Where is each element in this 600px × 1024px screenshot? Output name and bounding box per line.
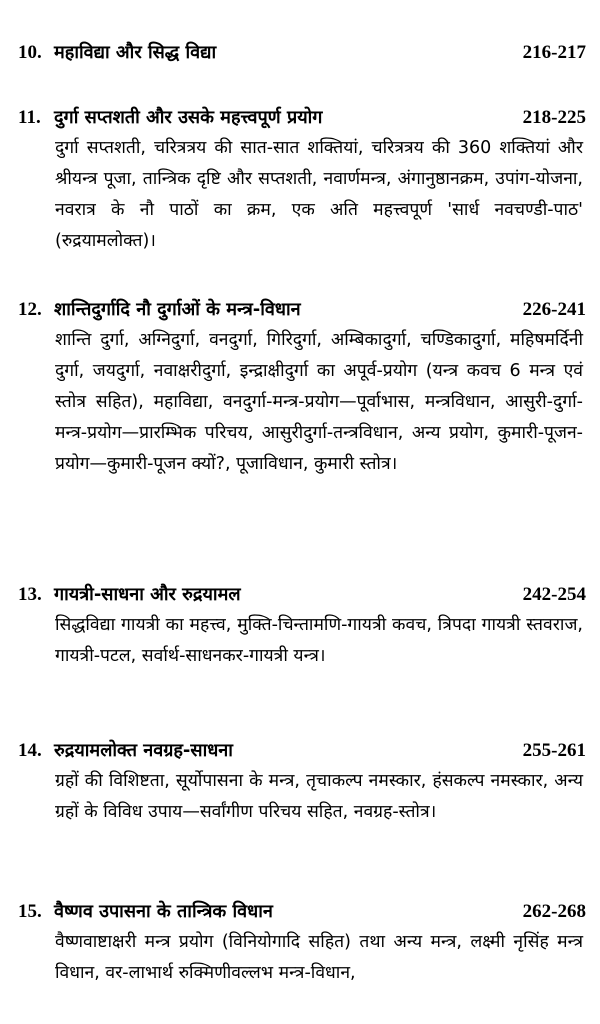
- toc-entry-heading: [18, 295, 586, 325]
- entry-number: 10.: [18, 42, 42, 63]
- toc-entry-heading: [18, 897, 586, 927]
- entry-number: 14.: [18, 740, 42, 761]
- entry-page-range: 262-268: [522, 901, 586, 922]
- entry-number: 12.: [18, 299, 42, 320]
- entry-title: महाविद्या और सिद्ध विद्या: [54, 42, 217, 63]
- toc-entry-10: [18, 38, 586, 68]
- entry-title: दुर्गा सप्तशती और उसके महत्त्वपूर्ण प्रयोग: [54, 107, 323, 128]
- toc-entry-12: [18, 295, 586, 480]
- entry-number: 13.: [18, 584, 42, 605]
- entry-page-range: 226-241: [522, 299, 586, 320]
- toc-entry-heading: [18, 38, 586, 68]
- entry-title: रुद्रयामलोक्त नवग्रह-साधना: [54, 740, 233, 761]
- entry-page-range: 242-254: [522, 584, 586, 605]
- toc-entry-13: [18, 580, 586, 672]
- entry-title: गायत्री-साधना और रुद्रयामल: [54, 584, 241, 605]
- entry-description: शान्ति दुर्गा, अग्निदुर्गा, वनदुर्गा, गिरिदुर्गा, अम्बिकादुर्गा, चण्डिकादुर्गा, महिषमर्दिनी दुर्गा, जयदुर्गा, नवाक्षरीदुर्गा, इन्द्राक्षीदुर्गा का अपूर्व-प्रयोग (यन्त्र कवच 6 मन्त्र एवं स्तोत्र सहित), महाविद्या, वनदुर्गा-मन्त्र-प्रयोग—पूर्वाभास, मन्त्रविधान, आसुरी-दुर्गा-मन्त्र-प्रयोग—प्रारम्भिक परिचय, आसुरीदुर्गा-तन्त्रविधान, अन्य प्रयोग, कुमारी-पूजन-प्रयोग—कुमारी-पूजन क्यों?, पूजाविधान, कुमारी स्तोत्र।: [55, 330, 583, 474]
- toc-entry-15: [18, 897, 586, 989]
- entry-description: ग्रहों की विशिष्टता, सूर्योपासना के मन्त्र, तृचाकल्प नमस्कार, हंसकल्प नमस्कार, अन्य ग्रहों के विविध उपाय—सर्वांगीण परिचय सहित, नवग्रह-स्तोत्र।: [55, 771, 583, 822]
- toc-entry-11: [18, 103, 586, 257]
- entry-number: 15.: [18, 901, 42, 922]
- entry-title: वैष्णव उपासना के तान्त्रिक विधान: [54, 901, 273, 922]
- toc-entry-heading: [18, 103, 586, 133]
- entry-description: वैष्णवाष्टाक्षरी मन्त्र प्रयोग (विनियोगादि सहित) तथा अन्य मन्त्र, लक्ष्मी नृसिंह मन्त्र विधान, वर-लाभार्थ रुक्मिणीवल्लभ मन्त्र-विधान,: [55, 932, 583, 983]
- toc-entry-heading: [18, 580, 586, 610]
- toc-entry-heading: [18, 736, 586, 766]
- entry-description: दुर्गा सप्तशती, चरित्रत्रय की सात-सात शक्तियां, चरित्रत्रय की 360 शक्तियां और श्रीयन्त्र पूजा, तान्त्रिक दृष्टि और सप्तशती, नवार्णमन्त्र, अंगानुष्ठानक्रम, उपांग-योजना, नवरात्र के नौ पाठों का क्रम, एक अति महत्त्वपूर्ण 'सार्ध नवचण्डी-पाठ' (रुद्रयामलोक्त)।: [55, 138, 583, 251]
- entry-number: 11.: [18, 107, 41, 128]
- entry-description: सिद्धविद्या गायत्री का महत्त्व, मुक्ति-चिन्तामणि-गायत्री कवच, त्रिपदा गायत्री स्तवराज, गायत्री-पटल, सर्वार्थ-साधनकर-गायत्री यन्त्र।: [55, 615, 583, 666]
- toc-entry-14: [18, 736, 586, 828]
- entry-title: शान्तिदुर्गादि नौ दुर्गाओं के मन्त्र-विधान: [54, 299, 301, 320]
- entry-page-range: 255-261: [522, 740, 586, 761]
- entry-page-range: 218-225: [522, 107, 586, 128]
- entry-page-range: 216-217: [522, 42, 586, 63]
